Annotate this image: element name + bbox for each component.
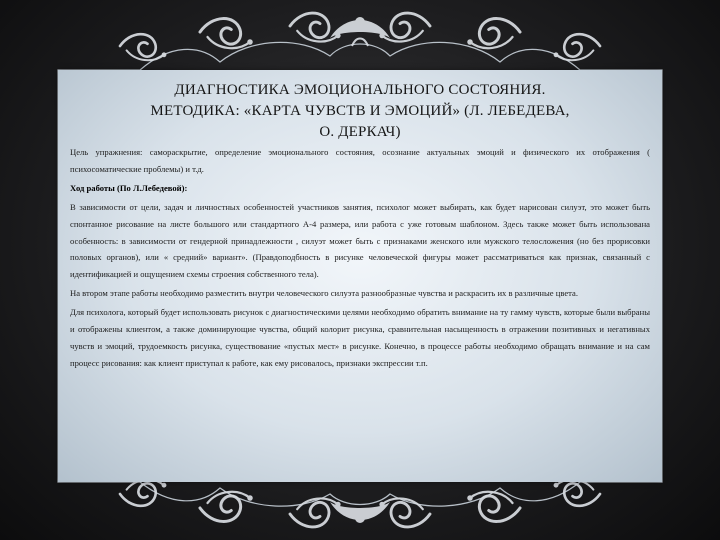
paragraph-second-stage: На втором этапе работы необходимо разместить внутри человеческого силуэта разнообразные чувства и раскрасить их в различные цвета.	[70, 288, 579, 299]
method-heading-text: Ход работы (По Л.Лебедевой):	[70, 182, 188, 193]
method-heading	[70, 180, 650, 197]
paragraph-silhouette: В зависимости от цели, задач и личностных особенностей участников занятия, психолог может выбирать, как будет нарисован силуэт, это может быть спонтанное рисование на листе большого или стандартного А-4 размера, или работа с уже готовым шаблоном. Здесь также может быть использована особенность: в зависимости от гендерной принадлежности , силуэт может быть с признаками женского или мужского телосложения (но без прорисовки половых органов), или « средний» вариант». (Правдоподбность в рисунке человеческой фигуры может рассматриваться как признак, связанный с идентификацией и ощущением схемы строения собственного тела).	[70, 201, 650, 280]
bottom-flourish-icon	[120, 480, 600, 527]
title-line-3: О. ДЕРКАЧ)	[319, 124, 401, 140]
title-line-2: МЕТОДИКА: «КАРТА ЧУВСТВ И ЭМОЦИЙ» (Л. ЛЕБЕДЕВА,	[150, 103, 570, 119]
purpose-paragraph: Цель упражнения: самораскрытие, определение эмоционального состояния, осознание актуальных эмоций и физического их отображения ( психосоматические проблемы) и т.д.	[70, 147, 650, 174]
slide-title	[70, 80, 650, 143]
slide-body	[70, 144, 650, 372]
top-flourish-icon	[120, 13, 600, 60]
title-line-1: ДИАГНОСТИКА ЭМОЦИОНАЛЬНОГО СОСТОЯНИЯ.	[174, 82, 546, 98]
paragraph-analysis: Для психолога, который будет использовать рисунок с диагностическими целями необходимо обратить внимание на ту гамму чувств, которые были выбраны и отображены клиентом, а также доминирующие чувства, общий колорит рисунка, сравнительная насыщенность в отражении позитивных и негативных чувств и эмоций, трудоемкость рисунка, существование «пустых мест» в рисунке. Конечно, в процессе работы необходимо обращать внимание и на сам процесс рисования: как клиент приступал к работе, как ему рисовалось, признаки экспрессии т.п.	[70, 307, 650, 368]
